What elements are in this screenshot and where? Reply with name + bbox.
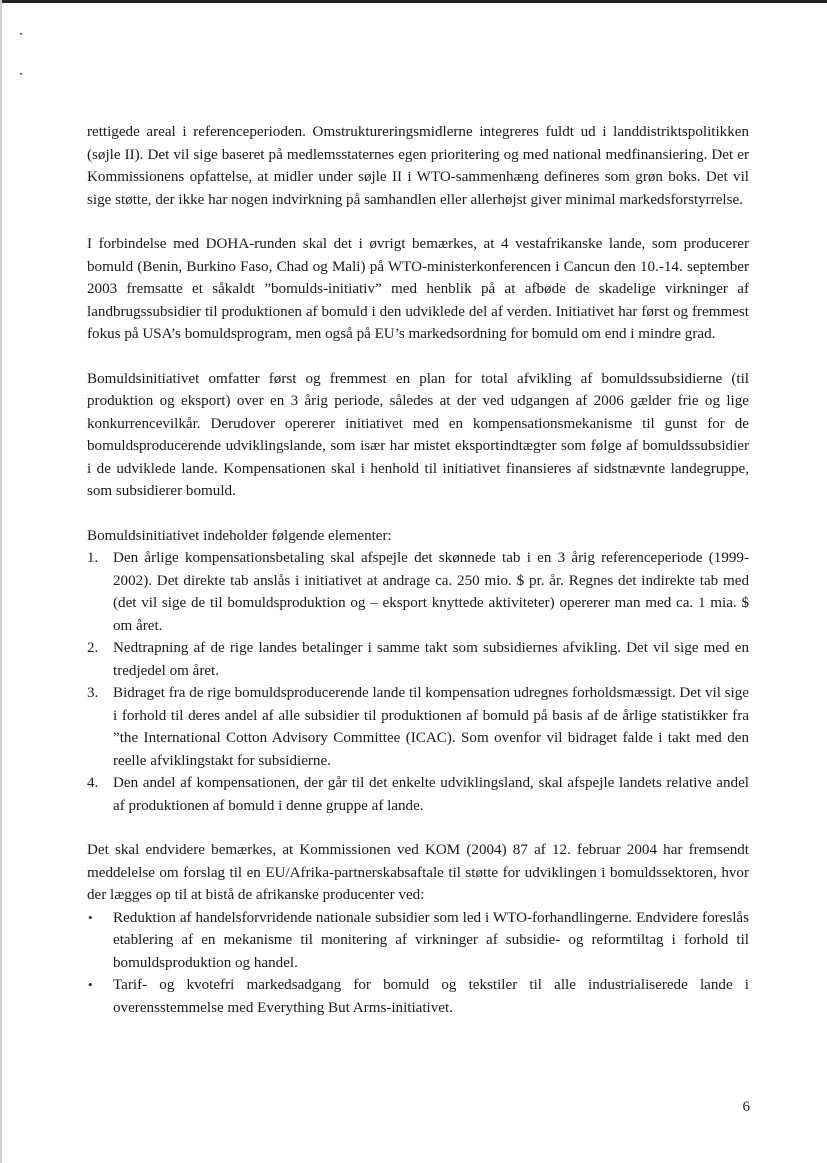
list-item-text: Reduktion af handelsforvridende nationale subsidier som led i WTO-forhandlingerne. Endvidere foreslås etablering af en mekanisme til monitering af virkninger af subsidie- og reformtiltag i forhold til bomuldsproduktion og handel. [113,909,749,971]
body-text [87,121,749,1019]
numbered-list [87,547,749,817]
paragraph: rettigede areal i referenceperioden. Omstruktureringsmidlerne integreres fuldt ud i landdistriktspolitikken (søjle II). Det vil sige baseret på medlemsstaternes egen prioritering og med national medfinansiering. Det er Kommissionens opfattelse, at midler under søjle II i WTO-sammenhæng defineres som grøn boks. Det vil sige støtte, der ikke har nogen indvirkning på samhandlen eller allerhøjst giver minimal markedsforstyrrelse. [87,124,749,208]
list-item [87,974,749,1019]
scan-speck [20,33,22,35]
list-item [87,547,749,637]
scan-top-border [0,0,827,3]
list-item-text: Den andel af kompensationen, der går til det enkelte udviklingsland, skal afspejle landets relative andel af produktionen af bomuld i denne gruppe af lande. [113,775,749,814]
list-marker: 3. [87,685,99,701]
list-item-text: Tarif- og kvotefri markedsadgang for bomuld og tekstiler til alle industrialiserede lande i overensstemmelse med Everything But Arms-initiativet. [113,977,749,1016]
list-marker: 4. [87,775,99,791]
list-item [87,637,749,682]
bullet-marker: • [88,909,93,925]
list-item [87,907,749,975]
list-marker: 2. [87,640,99,656]
list-marker: 1. [87,550,99,566]
list-item [87,772,749,817]
page-number: 6 [742,1099,750,1115]
list-item-text: Bidraget fra de rige bomuldsproducerende lande til kompensation udregnes forholdsmæssigt. Det vil sige i forhold til deres andel af alle subsidier til produktionen af bomuld på basis af de årlige statistikker fra ”the International Cotton Advisory Committee (ICAC). Som ovenfor vil bidraget falde i takt med den reelle afviklingstakt for subsidierne. [113,685,749,769]
bullet-list [87,907,749,1020]
scan-left-edge [0,0,2,1163]
paragraph: Det skal endvidere bemærkes, at Kommissionen ved KOM (2004) 87 af 12. februar 2004 har fremsendt meddelelse om forslag til en EU/Afrika-partnerskabsaftale til støtte for udviklingen i bomuldssektoren, hvor der lægges op til at bistå de afrikanske producenter ved: [87,842,749,903]
scan-speck [20,73,22,75]
list-item-text: Nedtrapning af de rige landes betalinger i samme takt som subsidiernes afvikling. Det vil sige med en tredjedel om året. [113,640,749,679]
paragraph: Bomuldsinitiativet omfatter først og fremmest en plan for total afvikling af bomuldssubsidierne (til produktion og eksport) over en 3 årig periode, således at der ved udgangen af 2006 gælder frie og lige konkurrencevilkår. Derudover opererer initiativet med en kompensationsmekanisme til gunst for de bomuldsproducerende udviklingslande, som især har mistet eksportindtægter som følge af bomuldssubsidier i de udviklede lande. Kompensationen skal i henhold til initiativet finansieres af sidstnævnte landegruppe, som subsidierer bomuld. [87,370,749,499]
bullet-marker: • [88,977,93,992]
list-item-text: Den årlige kompensationsbetaling skal afspejle det skønnede tab i en 3 årig referenceperiode (1999-2002). Det direkte tab anslås i initiativet at andrage ca. 250 mio. $ pr. år. Regnes det indirekte tab med (det vil sige de til bomuldsproduktion og – eksport knyttede aktiviteter) opererer man med ca. 1 mia. $ om året. [113,550,749,634]
paragraph: I forbindelse med DOHA-runden skal det i øvrigt bemærkes, at 4 vestafrikanske lande, som producerer bomuld (Benin, Burkino Faso, Chad og Mali) på WTO-ministerkonferencen i Cancun den 10.-14. september 2003 fremsatte et såkaldt ”bomulds-initiativ” med henblik på at afbøde de skadelige virkninger af landbrugssubsidier til produktionen af bomuld i den udviklede del af verden. Initiativet har først og fremmest fokus på USA’s bomuldsprogram, men også på EU’s markedsordning for bomuld om end i mindre grad. [87,236,749,342]
list-item [87,682,749,772]
list-intro: Bomuldsinitiativet indeholder følgende elementer: [87,527,392,544]
